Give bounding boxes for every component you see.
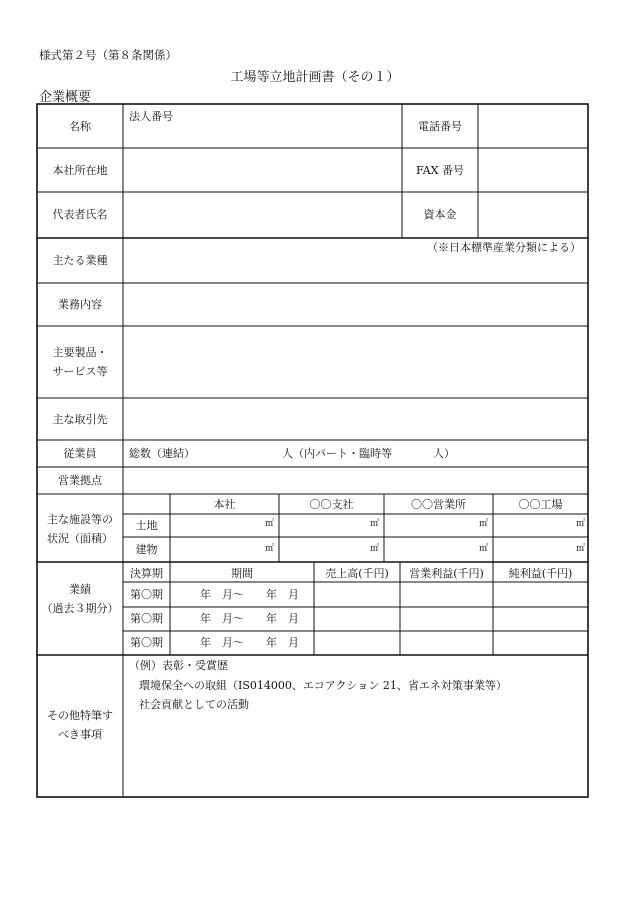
perf-range-2: 年 月～ 年 月 [200, 612, 299, 625]
products-label-line2: サービス等 [52, 365, 108, 378]
employees-parttime-end: 人） [433, 447, 455, 460]
other-label-line2: べき事項 [58, 728, 102, 741]
unit-sqm: ㎡ [370, 519, 380, 529]
employees-parttime-label: 人（内パート・臨時等 [282, 447, 392, 460]
business-content-field[interactable] [124, 284, 587, 325]
industry-label: 主たる業種 [52, 254, 108, 267]
perf-term-1: 第〇期 [130, 588, 163, 601]
unit-sqm: ㎡ [265, 544, 275, 554]
representative-field[interactable] [124, 193, 401, 237]
other-environment-line: 環境保全への取組（IS014000、エコアクション 21、省エネ対策事業等） [139, 679, 507, 692]
business-content-label: 業務内容 [58, 298, 102, 311]
hq-address-label: 本社所在地 [52, 164, 108, 177]
perf-col-sales: 売上高(千円) [325, 567, 389, 580]
hq-address-field[interactable] [124, 149, 401, 191]
corp-number-label: 法人番号 [129, 110, 173, 123]
perf-col-term: 決算期 [130, 567, 163, 580]
employees-label: 従業員 [63, 447, 97, 460]
facility-row-land: 土地 [135, 519, 158, 532]
other-label-line1: その他特筆す [47, 709, 113, 722]
perf-col-period: 期間 [231, 567, 253, 580]
section-title: 企業概要 [39, 90, 92, 105]
sales-sites-field[interactable] [124, 468, 587, 493]
other-example-line: （例）表彰・受賞歴 [129, 659, 228, 672]
fax-field[interactable] [479, 149, 587, 191]
facilities-label-line2: 状況（面積） [47, 532, 113, 545]
perf-term-2: 第〇期 [130, 612, 163, 625]
unit-sqm: ㎡ [370, 544, 380, 554]
representative-label: 代表者氏名 [52, 208, 108, 221]
facility-col-factory: 〇〇工場 [518, 498, 563, 511]
industry-note: （※日本標準産業分類による） [427, 241, 581, 254]
unit-sqm: ㎡ [576, 544, 586, 554]
industry-field[interactable] [124, 256, 587, 282]
employees-total-label: 総数（連結） [129, 447, 195, 460]
unit-sqm: ㎡ [265, 519, 275, 529]
perf-col-net-profit: 純利益(千円) [508, 567, 573, 580]
unit-sqm: ㎡ [479, 519, 489, 529]
products-field[interactable] [124, 327, 587, 397]
capital-field[interactable] [479, 193, 587, 237]
phone-label: 電話番号 [418, 120, 462, 133]
unit-sqm: ㎡ [479, 544, 489, 554]
performance-label-line1: 業績 [69, 583, 91, 596]
performance-label-line2: （過去３期分） [41, 602, 119, 615]
products-label-line1: 主要製品・ [52, 346, 108, 359]
capital-label: 資本金 [423, 208, 457, 221]
perf-range-1: 年 月～ 年 月 [200, 588, 299, 601]
other-social-line: 社会貢献としての活動 [139, 698, 249, 711]
facility-col-office: 〇〇営業所 [411, 498, 466, 511]
perf-col-op-profit: 営業利益(千円) [409, 567, 484, 580]
perf-range-3: 年 月～ 年 月 [200, 636, 299, 649]
name-label: 名称 [69, 120, 91, 133]
clients-field[interactable] [124, 399, 587, 439]
phone-field[interactable] [479, 105, 587, 147]
facility-row-building: 建物 [135, 543, 158, 556]
facilities-label-line1: 主な施設等の [47, 513, 113, 526]
facility-col-hq: 本社 [213, 498, 236, 511]
perf-term-3: 第〇期 [130, 636, 163, 649]
fax-label: FAX 番号 [416, 164, 464, 177]
form-number: 様式第２号（第８条関係） [39, 48, 177, 62]
clients-label: 主な取引先 [52, 413, 108, 426]
document-title: 工場等立地計画書（その１） [230, 70, 400, 85]
facility-col-branch: 〇〇支社 [309, 498, 354, 511]
sales-sites-label: 営業拠点 [58, 474, 102, 487]
unit-sqm: ㎡ [576, 519, 586, 529]
